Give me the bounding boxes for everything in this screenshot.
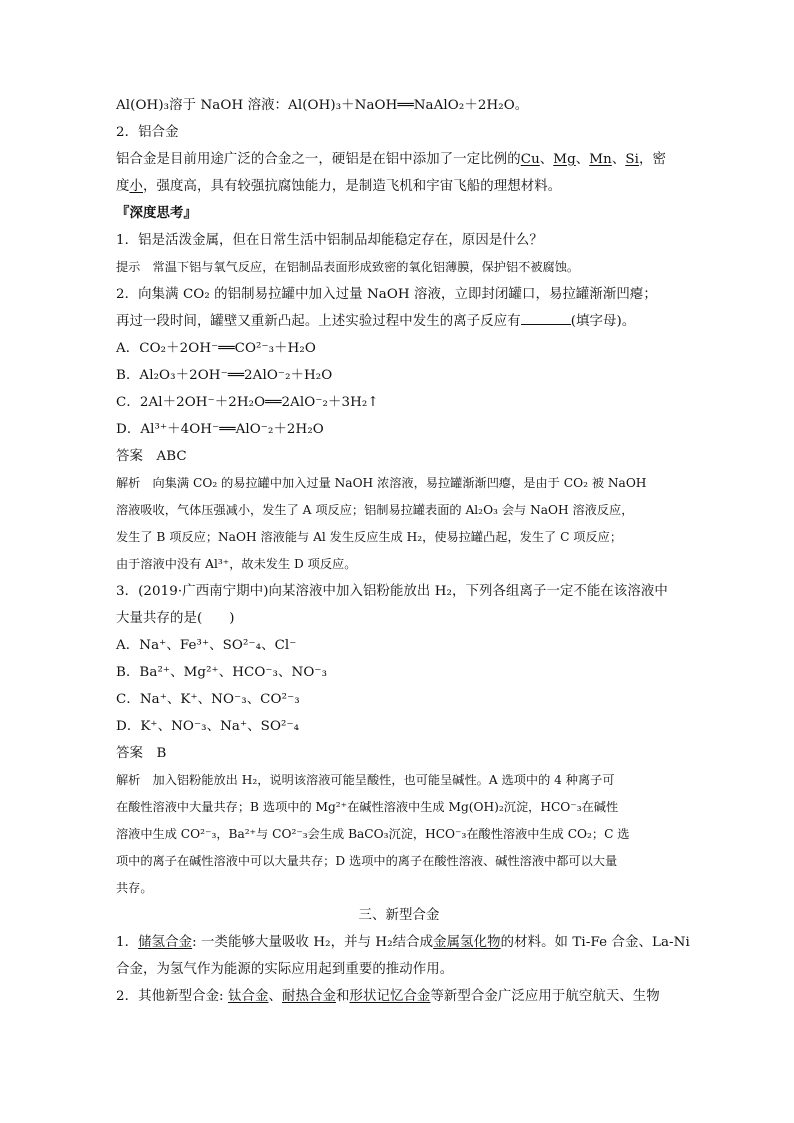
keyword-metal-hydride: 金属氢化物 [433,935,501,950]
deep-thinking-heading: 『深度思考』 [116,205,197,221]
explanation-line: 解析 向集满 CO₂ 的易拉罐中加入过量 NaOH 浓溶液，易拉罐渐渐凹瘪，是由于 CO₂ 被 NaOH [116,476,647,490]
question-3-line: 大量共存的是( ) [116,611,235,626]
option-d: D．K⁺、NO⁻₃、Na⁺、SO²⁻₄ [116,719,300,734]
option-a: A．CO₂＋2OH⁻══CO²⁻₃＋H₂O [116,341,316,356]
text-span: ，密 [638,152,666,167]
question-1-hint: 提示 常温下铝与氧气反应，在铝制品表面形成致密的氧化铝薄膜，保护铝不被腐蚀。 [116,260,580,274]
keyword-titanium-alloy: 钛合金 [228,989,269,1004]
text-span: 、 [268,989,283,1004]
keyword-si: Si [625,152,639,167]
text-line [116,929,690,956]
text-line: 合金，为氢气作为能源的实际应用起到重要的推动作用。 [116,962,454,977]
answer-line: 答案 ABC [116,449,187,464]
question-1: 1．铝是活泼金属，但在日常生活中铝制品却能稳定存在，原因是什么？ [116,233,543,248]
keyword-shape-memory-alloy: 形状记忆合金 [349,989,431,1004]
question-3-line: 3．(2019·广西南宁期中)向某溶液中加入铝粉能放出 H₂，下列各组离子一定不能在该溶液中 [116,584,668,599]
answer-blank [521,312,571,325]
text-span: 铝合金是目前用途广泛的合金之一，硬铝是在铝中添加了一定比例的 [116,152,521,167]
text-span: 的材料。如 Ti-Fe 合金、La-Ni [500,935,690,950]
text-span: ，强度高，具有较强抗腐蚀能力，是制造飞机和宇宙飞船的理想材料。 [143,179,562,194]
option-c: C．2Al＋2OH⁻＋2H₂O══2AlO⁻₂＋3H₂↑ [116,395,379,410]
explanation-line: 共存。 [116,881,153,895]
keyword-mn: Mn [589,152,612,167]
text-span: 、 [539,152,554,167]
option-a: A．Na⁺、Fe³⁺、SO²⁻₄、Cl⁻ [116,638,297,653]
text-span: 再过一段时间，罐壁又重新凸起。上述实验过程中发生的离子反应有 [116,314,521,329]
text-span: 、 [611,152,626,167]
text-span: 和 [335,989,350,1004]
explanation-line: 解析 加入铝粉能放出 H₂，说明该溶液可能呈酸性，也可能呈碱性。A 选项中的 4 种离子可 [116,773,615,787]
text-span: (填字母)。 [570,314,636,329]
explanation-line: 由于溶液中没有 Al³⁺，故未发生 D 项反应。 [116,557,357,571]
keyword-cu: Cu [520,152,540,167]
text-line [116,146,682,173]
text-span: 1． [116,935,139,950]
keyword-low-density: 小 [129,179,143,194]
text-span: 2．其他新型合金: [116,989,229,1004]
option-b: B．Ba²⁺、Mg²⁺、HCO⁻₃、NO⁻₃ [116,665,328,680]
text-line [116,173,682,200]
section-heading-new-alloys: 三、新型合金 [358,908,440,923]
keyword-hydrogen-storage-alloy: 储氢合金 [138,935,193,950]
text-span: 度 [116,179,130,194]
text-span: 、 [575,152,590,167]
text-span: 等新型合金广泛应用于航空航天、生物 [430,989,660,1004]
option-d: D．Al³⁺＋4OH⁻══AlO⁻₂＋2H₂O [116,422,324,437]
explanation-line: 溶液中生成 CO²⁻₃，Ba²⁺与 CO²⁻₃会生成 BaCO₃沉淀，HCO⁻₃在酸性溶液中生成 CO₂；C 选 [116,827,630,841]
text-line [116,983,682,1010]
keyword-heat-resistant-alloy: 耐热合金 [282,989,336,1004]
text-span: : 一类能够大量吸收 H₂，并与 H₂结合成 [192,935,434,950]
document-page [116,92,690,1010]
option-b: B．Al₂O₃＋2OH⁻══2AlO⁻₂＋H₂O [116,368,333,383]
option-c: C．Na⁺、K⁺、NO⁻₃、CO²⁻₃ [116,692,300,707]
explanation-line: 项中的离子在碱性溶液中可以大量共存；D 选项中的离子在酸性溶液、碱性溶液中都可以大量 [116,854,618,868]
explanation-line: 发生了 B 项反应；NaOH 溶液能与 Al 发生反应生成 H₂，使易拉罐凸起，发生了 C 项反应； [116,530,623,544]
question-2-line: 2．向集满 CO₂ 的铝制易拉罐中加入过量 NaOH 溶液，立即封闭罐口，易拉罐渐渐凹瘪； [116,287,657,302]
question-2-line [116,308,682,335]
section-heading-aluminum-alloy: 2．铝合金 [116,125,179,140]
text-line: Al(OH)₃溶于 NaOH 溶液：Al(OH)₃＋NaOH══NaAlO₂＋2H₂O。 [116,98,529,113]
keyword-mg: Mg [553,152,576,167]
explanation-line: 溶液吸收，气体压强减小，发生了 A 项反应；铝制易拉罐表面的 Al₂O₃ 会与 NaOH 溶液反应， [116,503,634,517]
explanation-line: 在酸性溶液中大量共存；B 选项中的 Mg²⁺在碱性溶液中生成 Mg(OH)₂沉淀，HCO⁻₃在碱性 [116,800,619,814]
answer-line: 答案 B [116,746,167,761]
